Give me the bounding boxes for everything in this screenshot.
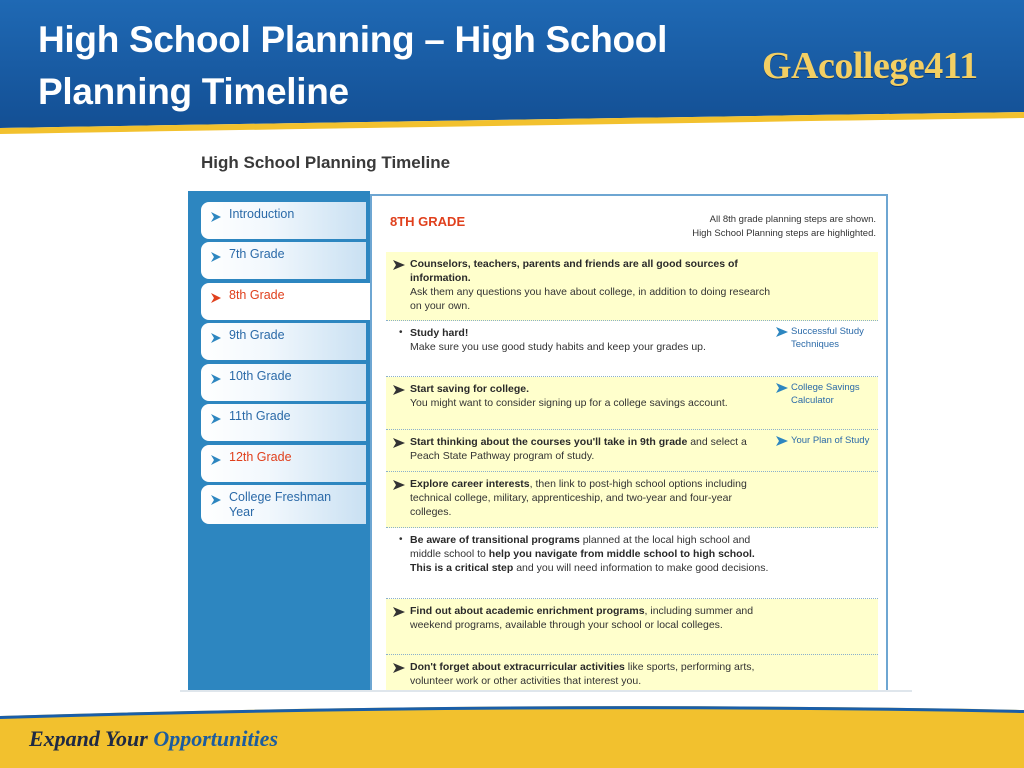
nav-item-label: 7th Grade xyxy=(229,247,285,261)
nav-item-introduction[interactable] xyxy=(201,202,366,239)
step-emphasis: help you navigate from middle school to high school. This is a critical step xyxy=(410,548,755,574)
arrow-right-icon xyxy=(776,327,788,337)
link-label: Successful Study Techniques xyxy=(791,326,864,350)
step-description: planned at the local high school and middle school to xyxy=(410,534,751,560)
grade-note-line2: High School Planning steps are highlighted. xyxy=(692,228,876,239)
step-description: Make sure you use good study habits and keep your grades up. xyxy=(410,341,706,353)
step-text xyxy=(410,435,772,463)
arrow-right-icon xyxy=(393,607,405,617)
link-label: Your Plan of Study xyxy=(791,435,870,446)
bullet-icon: • xyxy=(399,534,403,545)
step-description: , including summer and weekend programs, available through your school or local colleges. xyxy=(410,605,754,631)
nav-item-7th-grade[interactable] xyxy=(201,242,366,279)
nav-item-label: 9th Grade xyxy=(229,328,285,342)
step-title: Start thinking about the courses you'll take in 9th grade xyxy=(410,436,688,448)
link-label: College Savings Calculator xyxy=(791,382,860,406)
step-title: Study hard! xyxy=(410,327,469,339)
timeline-step xyxy=(386,430,878,472)
timeline-step xyxy=(386,528,878,599)
nav-item-label: Introduction xyxy=(229,207,295,221)
step-text xyxy=(410,257,772,313)
nav-item-11th-grade[interactable] xyxy=(201,404,366,441)
arrow-right-icon xyxy=(210,454,222,466)
step-description-continued: and you will need information to make good decisions. xyxy=(513,562,769,574)
step-title: Start saving for college. xyxy=(410,383,530,395)
arrow-right-icon xyxy=(393,663,405,673)
nav-item-college-freshman-year[interactable] xyxy=(201,485,366,524)
grade-sidebar xyxy=(188,191,370,690)
timeline-step xyxy=(386,472,878,528)
arrow-right-icon xyxy=(776,436,788,446)
step-description: and select a Peach State Pathway program of study. xyxy=(410,436,747,462)
bullet-icon: • xyxy=(399,327,403,338)
step-description: , then link to post-high school options including technical college, military, apprenticeship, and two-year and four-year colleges. xyxy=(410,478,747,518)
arrow-right-icon xyxy=(210,292,222,304)
step-text xyxy=(410,660,772,688)
step-text xyxy=(410,382,772,410)
nav-item-10th-grade[interactable] xyxy=(201,364,366,401)
step-title: Don't forget about extracurricular activities xyxy=(410,661,625,673)
slide-title-line2: Planning Timeline xyxy=(38,71,349,112)
arrow-right-icon xyxy=(393,385,405,395)
arrow-right-icon xyxy=(210,211,222,223)
timeline-panel xyxy=(188,191,890,690)
step-text xyxy=(410,604,772,632)
timeline-heading: High School Planning Timeline xyxy=(201,153,451,172)
step-title: Be aware of transitional programs xyxy=(410,534,580,546)
footer-tagline xyxy=(29,726,278,752)
nav-item-label: 12th Grade xyxy=(229,450,292,464)
arrow-right-icon xyxy=(210,251,222,263)
step-description: Ask them any questions you have about college, in addition to doing research on your own. xyxy=(410,286,771,312)
step-text xyxy=(410,326,772,354)
arrow-right-icon xyxy=(210,373,222,385)
nav-item-12th-grade[interactable] xyxy=(201,445,366,482)
tagline-part1: Expand Your xyxy=(29,726,154,751)
tagline-part2: Opportunities xyxy=(153,726,279,751)
arrow-right-icon xyxy=(393,438,405,448)
step-title: Find out about academic enrichment programs xyxy=(410,605,645,617)
arrow-right-icon xyxy=(393,260,405,270)
arrow-right-icon xyxy=(210,413,222,425)
timeline-step xyxy=(386,252,878,321)
timeline-step xyxy=(386,377,878,430)
slide-title-line1: High School Planning – High School xyxy=(38,19,668,60)
slide-title xyxy=(38,14,738,118)
nav-item-label: College Freshman Year xyxy=(229,490,332,519)
timeline-step xyxy=(386,655,878,690)
step-description: like sports, performing arts, volunteer work or other activities that interest you. xyxy=(410,661,755,687)
nav-item-label: 11th Grade xyxy=(229,409,291,423)
nav-item-label: 8th Grade xyxy=(229,288,285,302)
grade-note xyxy=(656,213,876,241)
grade-content xyxy=(370,194,888,690)
grade-title: 8TH GRADE xyxy=(390,214,466,229)
gacollege411-logo: GAcollege411 xyxy=(762,45,978,87)
nav-item-9th-grade[interactable] xyxy=(201,323,366,360)
slide-header xyxy=(0,0,1024,135)
nav-item-8th-grade[interactable] xyxy=(201,283,371,320)
grade-note-line1: All 8th grade planning steps are shown. xyxy=(709,214,876,225)
step-description: You might want to consider signing up for a college savings account. xyxy=(410,397,728,409)
timeline-step xyxy=(386,599,878,655)
step-title: Counselors, teachers, parents and friends are all good sources of information. xyxy=(410,258,738,284)
step-title: Explore career interests xyxy=(410,478,530,490)
timeline-step xyxy=(386,321,878,377)
step-text xyxy=(410,477,772,519)
step-text xyxy=(410,533,772,575)
arrow-right-icon xyxy=(776,383,788,393)
arrow-right-icon xyxy=(210,332,222,344)
nav-item-label: 10th Grade xyxy=(229,369,292,383)
arrow-right-icon xyxy=(210,494,222,506)
panel-bottom-divider xyxy=(180,690,912,692)
arrow-right-icon xyxy=(393,480,405,490)
